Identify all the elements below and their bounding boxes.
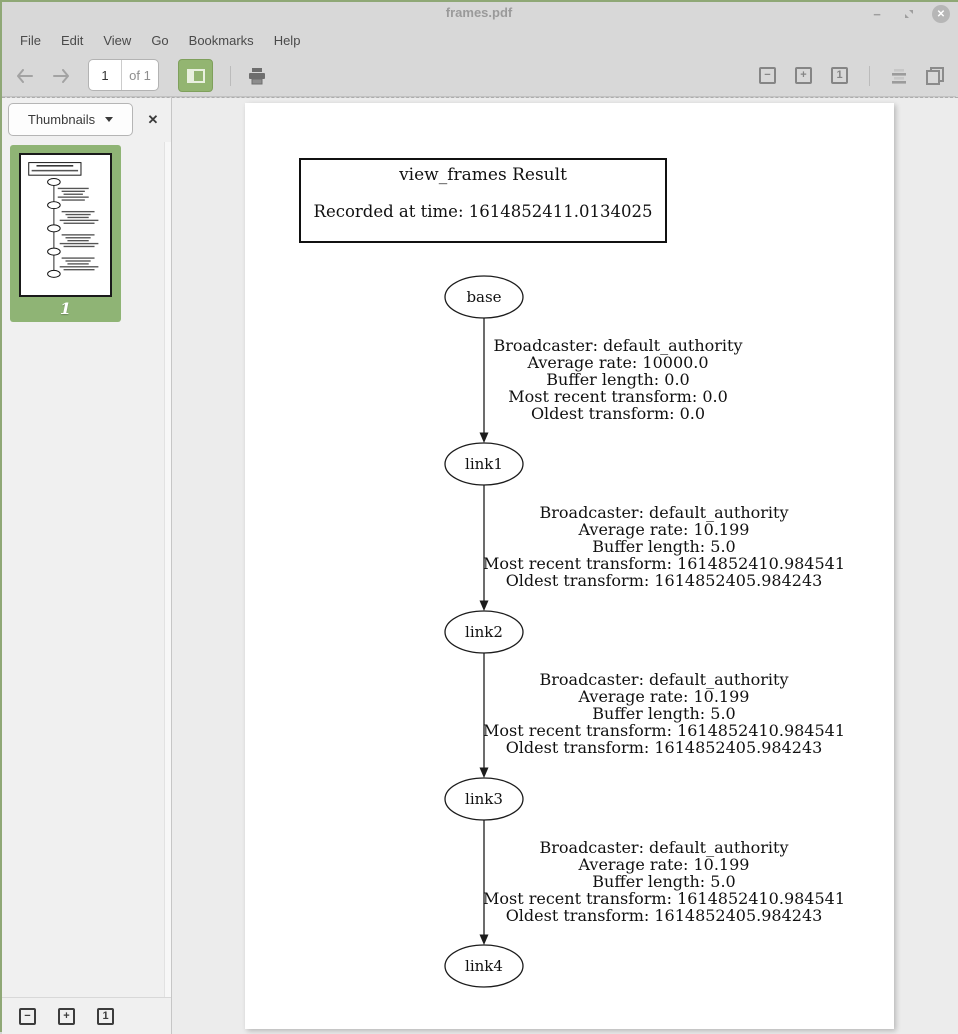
tf-edge-label-line: Buffer length: 5.0 bbox=[592, 704, 736, 723]
menu-view[interactable]: View bbox=[103, 32, 132, 48]
tf-frame-node-label: base bbox=[466, 288, 502, 306]
dual-page-view-button[interactable] bbox=[924, 65, 946, 87]
thumbnail-zoom-out-button[interactable]: − bbox=[19, 1008, 36, 1025]
back-arrow-icon bbox=[16, 69, 34, 83]
tf-edge-label-line: Broadcaster: default_authority bbox=[539, 503, 789, 522]
next-page-button[interactable] bbox=[48, 63, 74, 89]
tf-edge-label-line: Oldest transform: 1614852405.984243 bbox=[505, 571, 823, 590]
sidebar-mode-dropdown[interactable] bbox=[8, 103, 133, 136]
thumbnail-item-selected[interactable] bbox=[10, 145, 121, 322]
thumbnail-diagram-miniature bbox=[21, 155, 110, 295]
sidebar-close-button[interactable]: ✕ bbox=[147, 112, 159, 127]
menu-bar bbox=[2, 26, 956, 54]
sidebar-header bbox=[2, 98, 171, 142]
result-title: view_frames Result bbox=[399, 165, 567, 185]
title-bar bbox=[2, 2, 956, 26]
tf-edge-label-line: Buffer length: 5.0 bbox=[592, 537, 736, 556]
thumbnail-page-number: 1 bbox=[59, 299, 72, 318]
page-total-label: of 1 bbox=[121, 60, 158, 90]
toolbar bbox=[2, 54, 956, 97]
tf-edge-arrowhead-icon bbox=[480, 768, 489, 779]
continuous-scroll-icon bbox=[891, 68, 907, 84]
forward-arrow-icon bbox=[52, 69, 70, 83]
printer-icon bbox=[247, 67, 267, 85]
sidebar-mode-value: Thumbnails bbox=[27, 112, 96, 127]
zoom-original-button[interactable]: 1 bbox=[831, 67, 848, 84]
tf-edge-label-line: Oldest transform: 1614852405.984243 bbox=[505, 906, 823, 925]
tf-edge-label-line: Average rate: 10.199 bbox=[578, 855, 750, 874]
thumbnail-zoom-in-button[interactable]: + bbox=[58, 1008, 75, 1025]
tf-edge-label-line: Broadcaster: default_authority bbox=[493, 336, 743, 355]
tf-edge-label-line: Average rate: 10.199 bbox=[578, 687, 750, 706]
minimize-button[interactable]: − bbox=[873, 6, 881, 22]
content-area bbox=[2, 97, 958, 1034]
window-title: frames.pdf bbox=[445, 5, 513, 20]
sidebar-panel-icon bbox=[187, 69, 205, 83]
previous-page-button[interactable] bbox=[12, 63, 38, 89]
tf-edge-label-line: Broadcaster: default_authority bbox=[539, 838, 789, 857]
sidebar bbox=[2, 98, 172, 1034]
menu-help[interactable]: Help bbox=[273, 32, 301, 48]
tf-edge-label-line: Buffer length: 0.0 bbox=[546, 370, 690, 389]
restore-button[interactable] bbox=[900, 5, 918, 23]
tf-edge-label bbox=[474, 504, 854, 589]
tf-frame-node-label: link1 bbox=[465, 455, 503, 473]
dual-page-icon bbox=[926, 67, 944, 85]
tf-edge-label bbox=[474, 671, 854, 756]
tf-edge-label-line: Buffer length: 5.0 bbox=[592, 872, 736, 891]
sidebar-scrollbar[interactable] bbox=[164, 142, 171, 997]
tf-edge-label-line: Average rate: 10000.0 bbox=[527, 353, 709, 372]
tf-edge-label-line: Most recent transform: 1614852410.984541 bbox=[482, 721, 846, 740]
sidebar-zoom-bar bbox=[2, 997, 171, 1034]
menu-edit[interactable]: Edit bbox=[60, 32, 84, 48]
zoom-in-button[interactable]: + bbox=[795, 67, 812, 84]
menu-file[interactable]: File bbox=[20, 32, 41, 48]
tf-edge-arrowhead-icon bbox=[480, 601, 489, 612]
toolbar-separator bbox=[230, 66, 231, 86]
tf-edge-label-line: Average rate: 10.199 bbox=[578, 520, 750, 539]
thumbnail-zoom-original-button[interactable]: 1 bbox=[97, 1008, 114, 1025]
tf-edge-label-line: Oldest transform: 0.0 bbox=[530, 404, 706, 423]
toolbar-separator bbox=[869, 66, 870, 86]
pdf-page bbox=[245, 103, 894, 1029]
chevron-down-icon bbox=[105, 117, 113, 122]
recorded-time: Recorded at time: 1614852411.0134025 bbox=[313, 202, 653, 221]
continuous-view-button[interactable] bbox=[888, 65, 910, 87]
tf-edge-label bbox=[428, 337, 808, 422]
tf-frame-node-label: link2 bbox=[465, 623, 503, 641]
menu-bookmarks[interactable]: Bookmarks bbox=[188, 32, 254, 48]
zoom-out-button[interactable]: − bbox=[759, 67, 776, 84]
tf-edge-label-line: Broadcaster: default_authority bbox=[539, 670, 789, 689]
page-navigation-box bbox=[88, 59, 159, 91]
tf-edge-arrowhead-icon bbox=[480, 935, 489, 946]
tf-frame-node-label: link3 bbox=[465, 790, 503, 808]
close-window-button[interactable]: ✕ bbox=[932, 5, 950, 23]
sidebar-toggle-button[interactable] bbox=[178, 59, 213, 92]
tf-edge-label-line: Most recent transform: 1614852410.984541 bbox=[482, 889, 846, 908]
restore-icon bbox=[903, 8, 915, 20]
thumbnail-page-preview[interactable] bbox=[19, 153, 112, 297]
page-number-input[interactable] bbox=[89, 60, 121, 90]
tf-edge-arrowhead-icon bbox=[480, 433, 489, 444]
print-button[interactable] bbox=[246, 65, 268, 87]
tf-edge-label-line: Most recent transform: 0.0 bbox=[508, 387, 728, 406]
tf-edge-label-line: Most recent transform: 1614852410.984541 bbox=[482, 554, 846, 573]
tf-frame-node-label: link4 bbox=[465, 957, 503, 975]
menu-go[interactable]: Go bbox=[151, 32, 169, 48]
tf-edge-label-line: Oldest transform: 1614852405.984243 bbox=[505, 738, 823, 757]
document-view[interactable] bbox=[172, 98, 958, 1034]
tf-edge-label bbox=[474, 839, 854, 924]
